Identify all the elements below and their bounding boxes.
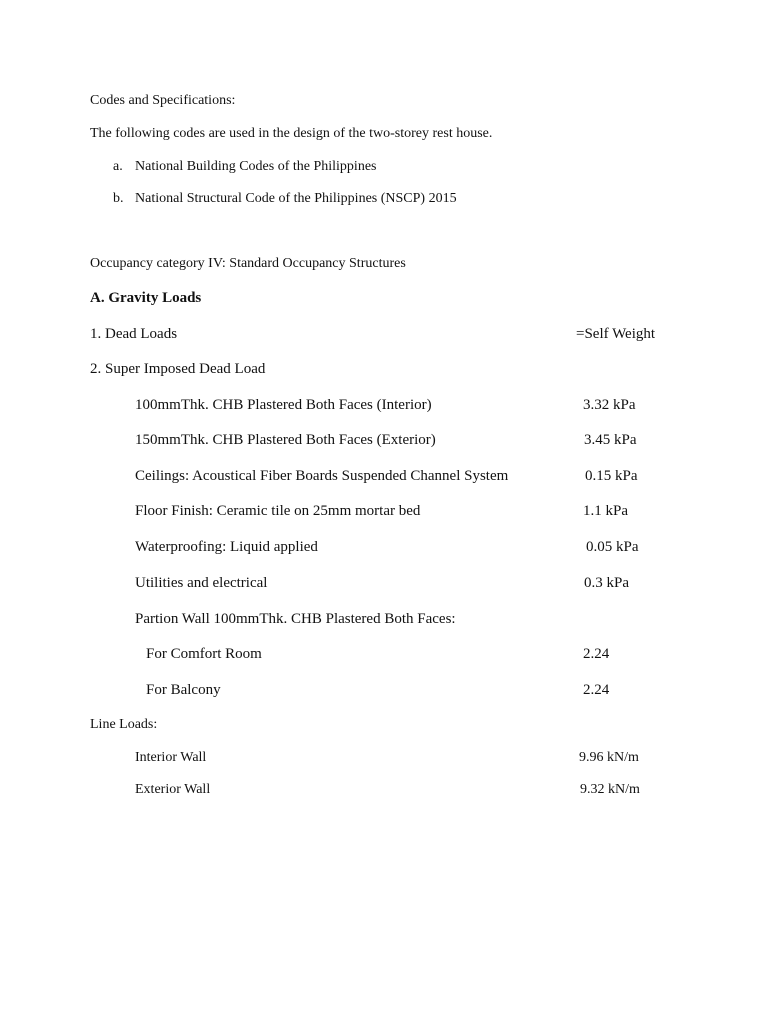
line-load-label: Interior Wall bbox=[135, 750, 207, 765]
code-item-text: National Structural Code of the Philippines (NSCP) 2015 bbox=[135, 191, 457, 206]
partition-item-label: For Balcony bbox=[146, 682, 221, 698]
code-item-text: National Building Codes of the Philippines bbox=[135, 159, 377, 174]
line-load-value: 9.96 kN/m bbox=[579, 750, 639, 765]
codes-heading: Codes and Specifications: bbox=[90, 93, 236, 108]
partition-item-label: For Comfort Room bbox=[146, 646, 262, 662]
line-load-value: 9.32 kN/m bbox=[580, 782, 640, 797]
load-item-value: 3.32 kPa bbox=[583, 397, 636, 413]
load-item-label: Floor Finish: Ceramic tile on 25mm mortar bed bbox=[135, 503, 421, 519]
load-item-label: Utilities and electrical bbox=[135, 575, 268, 591]
load-item-value: 0.15 kPa bbox=[585, 468, 638, 484]
load-item-value: 3.45 kPa bbox=[584, 432, 637, 448]
partition-heading: Partion Wall 100mmThk. CHB Plastered Both Faces: bbox=[135, 611, 456, 627]
load-item-label: 150mmThk. CHB Plastered Both Faces (Exterior) bbox=[135, 432, 436, 448]
load-item-value: 0.05 kPa bbox=[586, 539, 639, 555]
load-item-label: Ceilings: Acoustical Fiber Boards Suspended Channel System bbox=[135, 468, 509, 484]
load-item-label: Waterproofing: Liquid applied bbox=[135, 539, 318, 555]
codes-intro: The following codes are used in the design of the two-storey rest house. bbox=[90, 126, 493, 141]
code-item-marker: b. bbox=[113, 191, 124, 206]
gravity-loads-heading: A. Gravity Loads bbox=[90, 290, 202, 306]
dead-loads-label: 1. Dead Loads bbox=[90, 326, 178, 342]
partition-item-value: 2.24 bbox=[583, 646, 610, 662]
partition-item-value: 2.24 bbox=[583, 682, 610, 698]
load-item-value: 0.3 kPa bbox=[584, 575, 629, 591]
code-item-marker: a. bbox=[113, 159, 123, 174]
dead-loads-value: =Self Weight bbox=[576, 326, 656, 342]
line-load-label: Exterior Wall bbox=[135, 782, 211, 797]
superimposed-heading: 2. Super Imposed Dead Load bbox=[90, 361, 266, 377]
load-item-label: 100mmThk. CHB Plastered Both Faces (Interior) bbox=[135, 397, 432, 413]
occupancy-category: Occupancy category IV: Standard Occupancy Structures bbox=[90, 256, 406, 271]
load-item-value: 1.1 kPa bbox=[583, 503, 628, 519]
line-loads-heading: Line Loads: bbox=[90, 717, 158, 732]
